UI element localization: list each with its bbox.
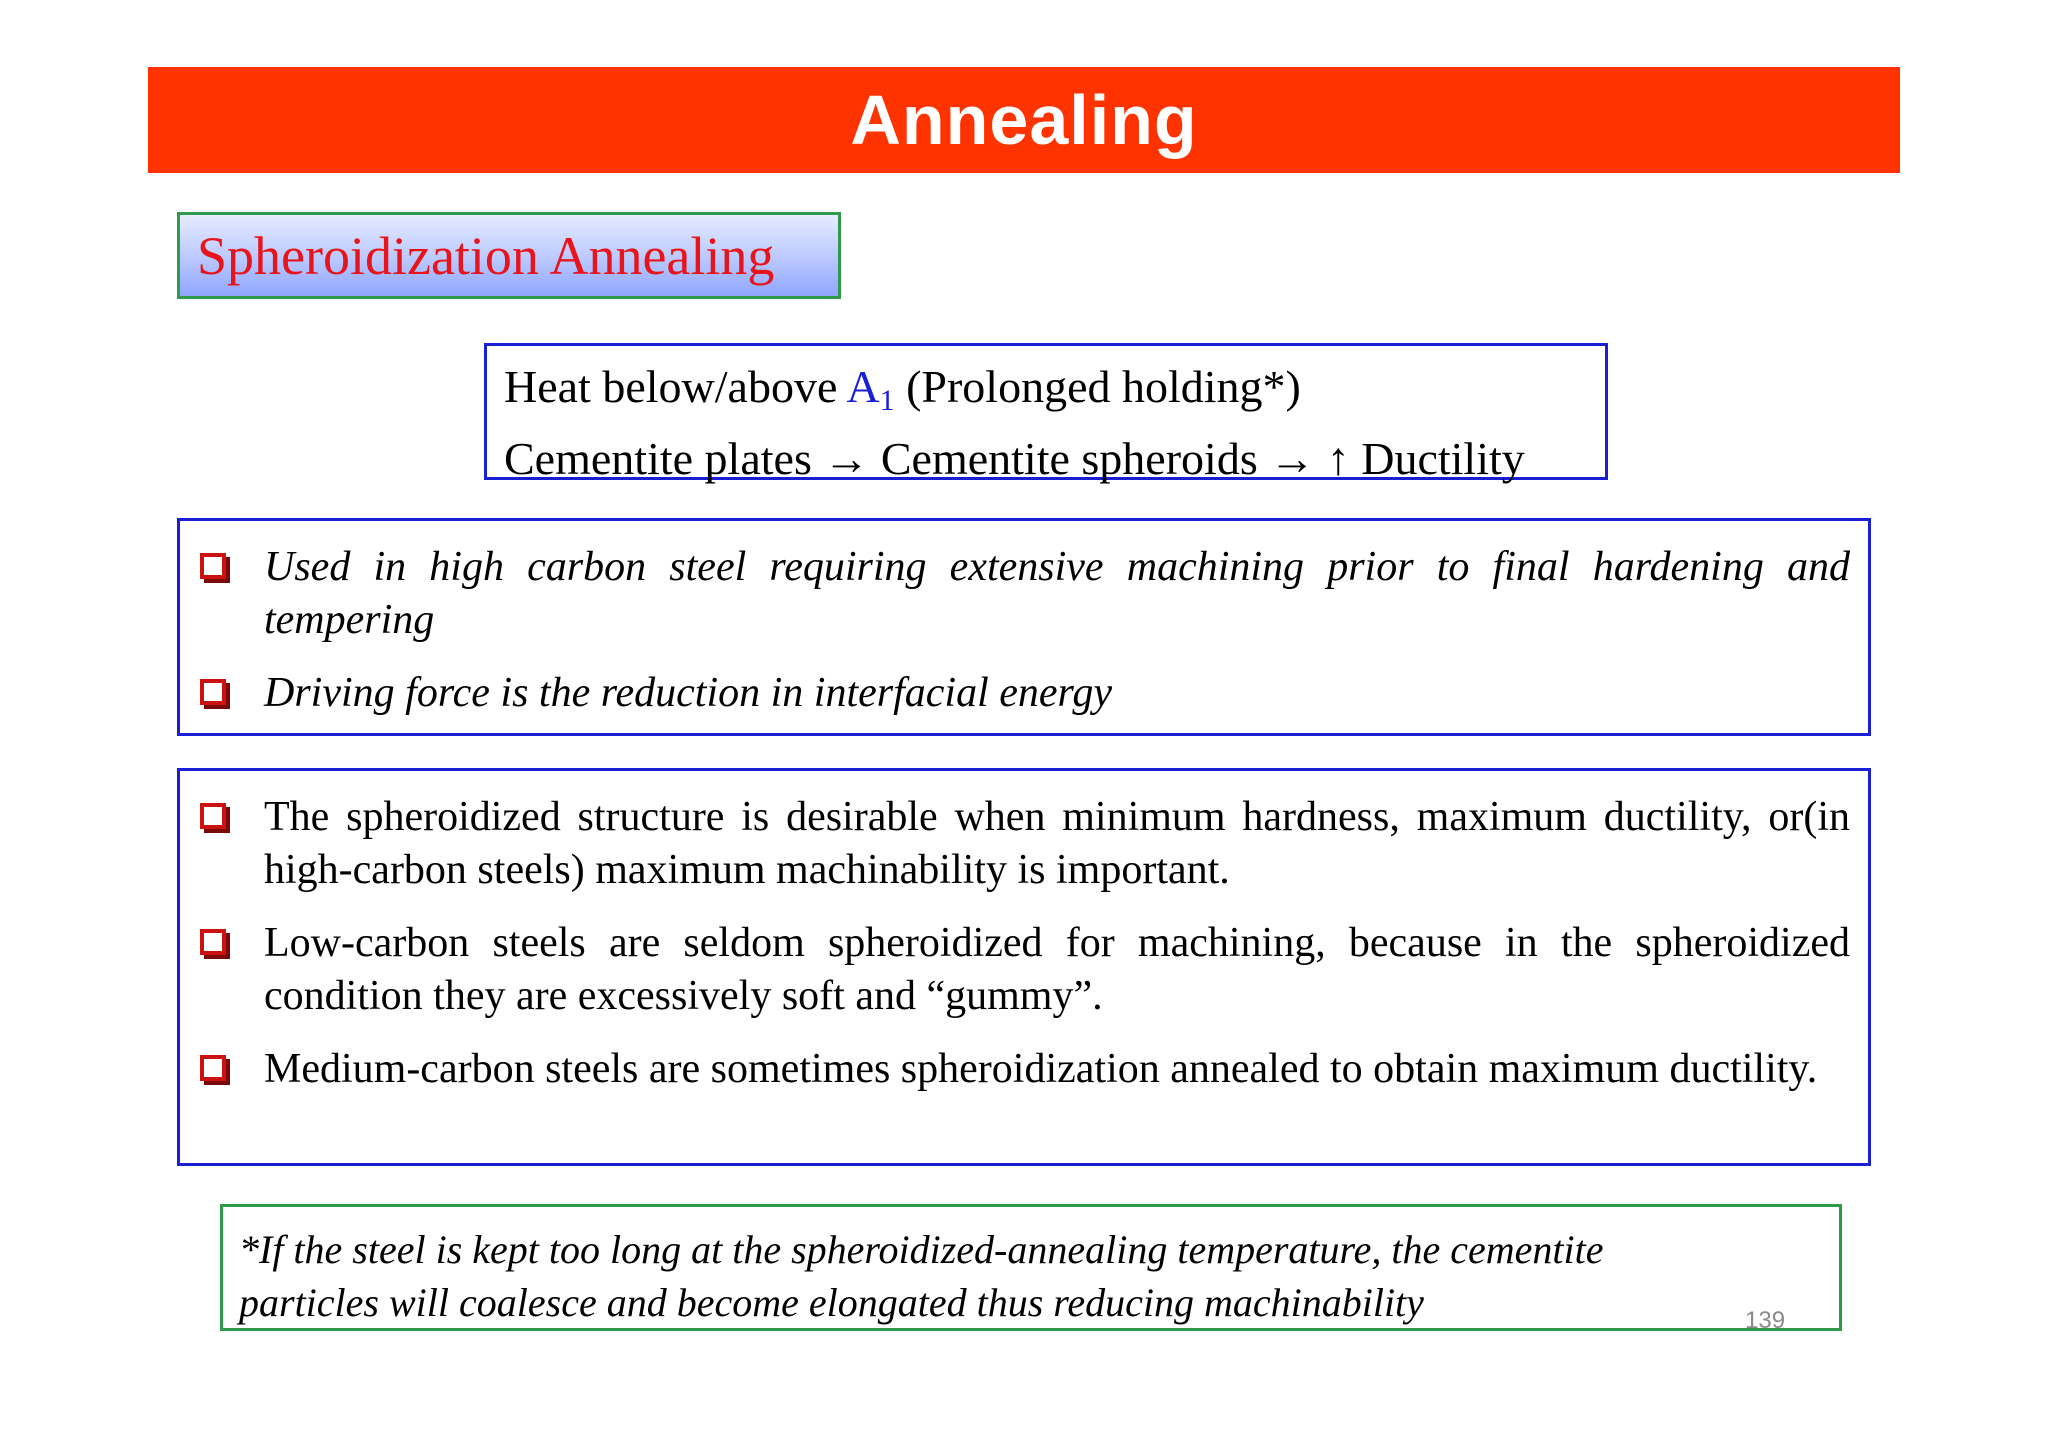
list-item: Used in high carbon steel requiring extensive machining prior to final hardening and tempering: [200, 541, 1850, 647]
heat-text: Heat below/above: [504, 361, 847, 412]
checkbox-bullet-icon: [200, 1055, 226, 1081]
process-summary-line-1: [504, 358, 1605, 430]
detail-bullets-box: [177, 768, 1871, 1166]
checkbox-bullet-icon: [200, 803, 226, 829]
list-item: The spheroidized structure is desirable when minimum hardness, maximum ductility, or(in high-carbon steels) maximum machinability is important.: [200, 791, 1850, 897]
footnote-line-2: particles will coalesce and become elongated thus reducing machinability: [239, 1280, 1424, 1325]
list-item: Driving force is the reduction in interfacial energy: [200, 667, 1850, 720]
list-item: Medium-carbon steels are sometimes spheroidization annealed to obtain maximum ductility.: [200, 1043, 1850, 1096]
title-bar: [148, 67, 1900, 173]
page-number: 139: [1745, 1307, 1786, 1334]
process-summary-line-2: Cementite plates → Cementite spheroids → ↑ Ductility: [504, 433, 1525, 484]
process-summary-box: [484, 343, 1608, 484]
checkbox-bullet-icon: [200, 553, 226, 579]
list-item: Low-carbon steels are seldom spheroidized for machining, because in the spheroidized condition they are excessively soft and “gummy”.: [200, 917, 1850, 1023]
usage-bullets-box: [177, 518, 1871, 736]
footnote-box: [220, 1204, 1842, 1331]
checkbox-bullet-icon: [200, 679, 226, 705]
subtitle-box: [177, 212, 841, 299]
a1-symbol: $A_1$: [846, 361, 895, 417]
slide-subtitle: Spheroidization Annealing: [197, 225, 775, 286]
holding-text: (Prolonged holding*): [894, 361, 1301, 412]
slide-title: Annealing: [850, 81, 1198, 159]
footnote-line-1: *If the steel is kept too long at the spheroidized-annealing temperature, the cementite: [239, 1227, 1604, 1272]
checkbox-bullet-icon: [200, 929, 226, 955]
